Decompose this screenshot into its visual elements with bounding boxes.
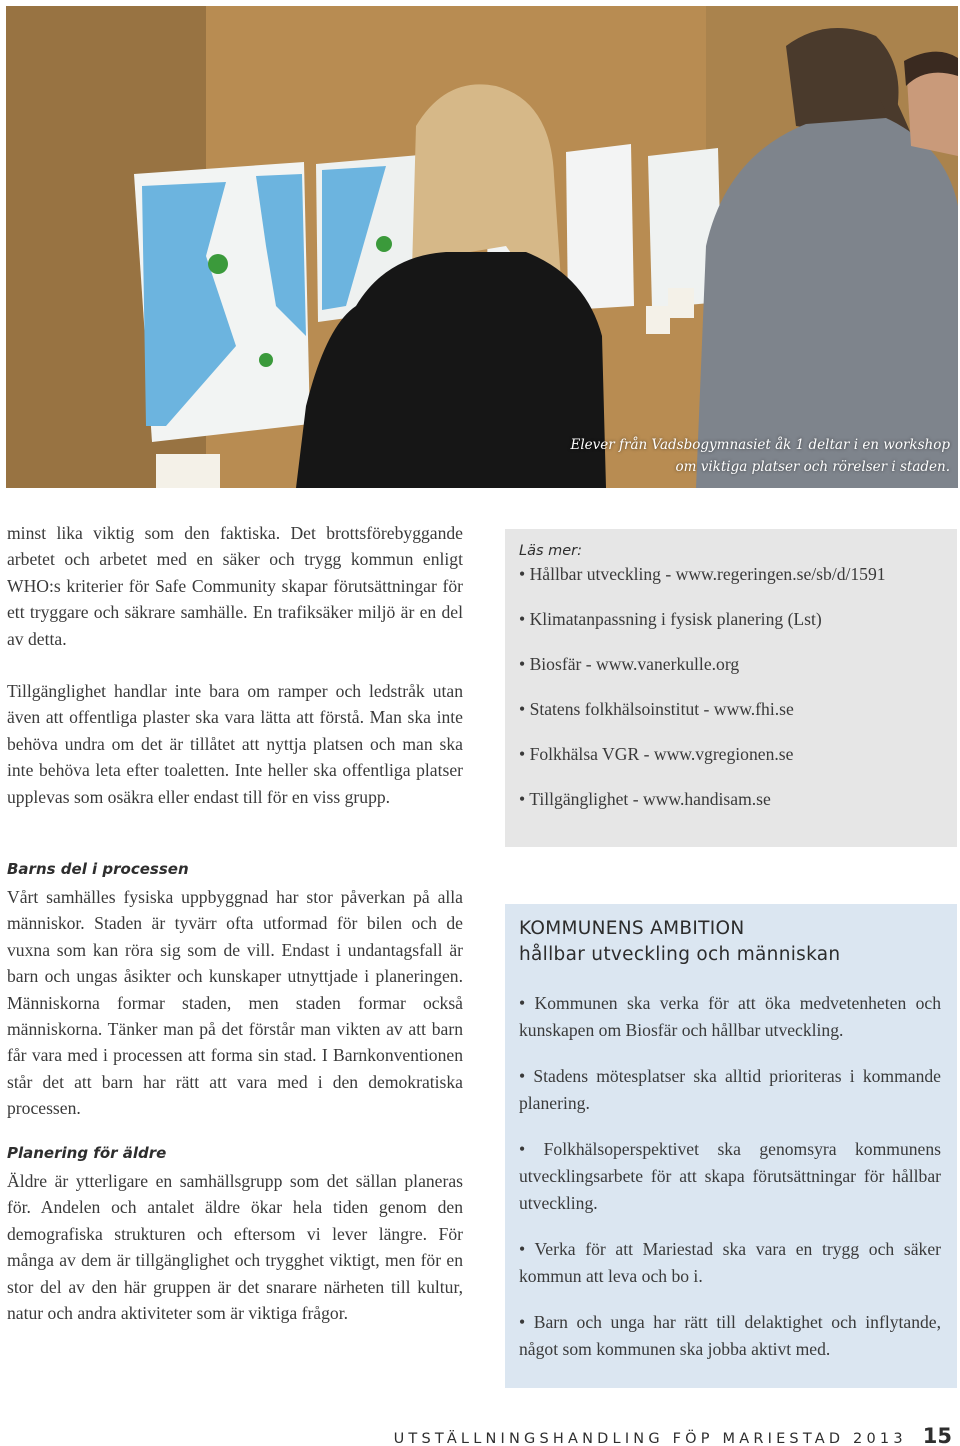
heading-elderly: Planering för äldre	[7, 1144, 167, 1162]
read-more-item[interactable]: • Biosfär - www.vanerkulle.org	[519, 653, 943, 698]
ambition-box	[505, 904, 957, 1388]
photo-caption-line-2: om viktiga platser och rörelser i staden.	[675, 459, 950, 475]
section-elderly	[7, 1142, 463, 1326]
read-more-item[interactable]: • Tillgänglighet - www.handisam.se	[519, 788, 943, 833]
workshop-photo	[6, 6, 958, 488]
section-children	[7, 858, 463, 1122]
ambition-subtitle: hållbar utveckling och människan	[519, 944, 841, 965]
ambition-item: • Folkhälsoperspektivet ska genomsyra kommunens utvecklingsarbete för att skapa förutsättningar för hållbar utveckling.	[519, 1136, 941, 1217]
body-paragraph-1	[7, 520, 463, 652]
page-footer	[394, 1424, 952, 1446]
map-poster-1	[134, 162, 310, 442]
paragraph-safety: minst lika viktig som den faktiska. Det brottsförebyggande arbetet och arbetet med en säker och trygg kommun enligt WHO:s kriterier för Safe Community skapar förutsättningar för ett tryggare och säkrare samhälle. En trafiksäker miljö är en del av detta.	[7, 523, 463, 649]
ambition-title: KOMMUNENS AMBITION	[519, 918, 745, 939]
paragraph-accessibility: Tillgänglighet handlar inte bara om ramper och ledstråk utan även att offentliga plaster ska vara lätta att förstå. Man ska inte behöva undra om det är tillåtet att nyttja platsen och man ska inte behöva leta efter toaletten. Inte heller ska offentliga platser upplevas som osäkra eller endast till för en viss grupp.	[7, 681, 463, 807]
body-paragraph-2	[7, 678, 463, 810]
photo-caption	[530, 434, 950, 478]
read-more-box	[505, 529, 957, 847]
read-more-item[interactable]: • Statens folkhälsoinstitut - www.fhi.se	[519, 698, 943, 743]
read-more-item: • Klimatanpassning i fysisk planering (Lst)	[519, 608, 943, 653]
read-more-item[interactable]: • Hållbar utveckling - www.regeringen.se/sb/d/1591	[519, 563, 943, 608]
page-number: 15	[922, 1424, 952, 1446]
ambition-item: • Barn och unga har rätt till delaktighet och inflytande, något som kommunen ska jobba aktivt med.	[519, 1309, 941, 1363]
ambition-item: • Verka för att Mariestad ska vara en trygg och säker kommun att leva och bo i.	[519, 1236, 941, 1290]
ambition-list	[519, 990, 941, 1363]
photo-caption-line-1: Elever från Vadsbogymnasiet åk 1 deltar i en workshop	[570, 437, 950, 453]
read-more-label: Läs mer:	[519, 543, 583, 559]
paragraph-elderly: Äldre är ytterligare en samhällsgrupp som det sällan planeras för. Andelen och antalet äldre ökar hela tiden genom den demografiska strukturen och eftersom vi lever längre. För många av dem är tillgänglighet och trygghet viktigt, men för en stor del av den här gruppen är det snarare närheten till kultur, natur och andra aktiviteter som är viktiga frågor.	[7, 1171, 463, 1324]
heading-children: Barns del i processen	[7, 860, 189, 878]
ambition-item: • Stadens mötesplatser ska alltid prioriteras i kommande planering.	[519, 1063, 941, 1117]
ambition-item: • Kommunen ska verka för att öka medvetenheten och kunskapen om Biosfär och hållbar utveckling.	[519, 990, 941, 1044]
read-more-item[interactable]: • Folkhälsa VGR - www.vgregionen.se	[519, 743, 943, 788]
workshop-illustration	[6, 6, 958, 488]
paragraph-children: Vårt samhälles fysiska uppbyggnad har stor påverkan på alla människor. Staden är tyvärr ofta utformad för bilen och de vuxna som kan röra sig som de vill. Endast i undantagsfall är barn och ungas åsikter och kunskaper utnyttjade i planeringen. Människorna formar staden, men staden formar också människorna. Tänker man på det förstår man vikten av att barn får vara med i processen att forma sin stad. I Barnkonventionen står det att barn har rätt att vara med i den demokratiska processen.	[7, 887, 463, 1119]
running-title: UTSTÄLLNINGSHANDLING FÖP MARIESTAD 2013	[393, 1431, 907, 1446]
student-right	[904, 52, 958, 156]
